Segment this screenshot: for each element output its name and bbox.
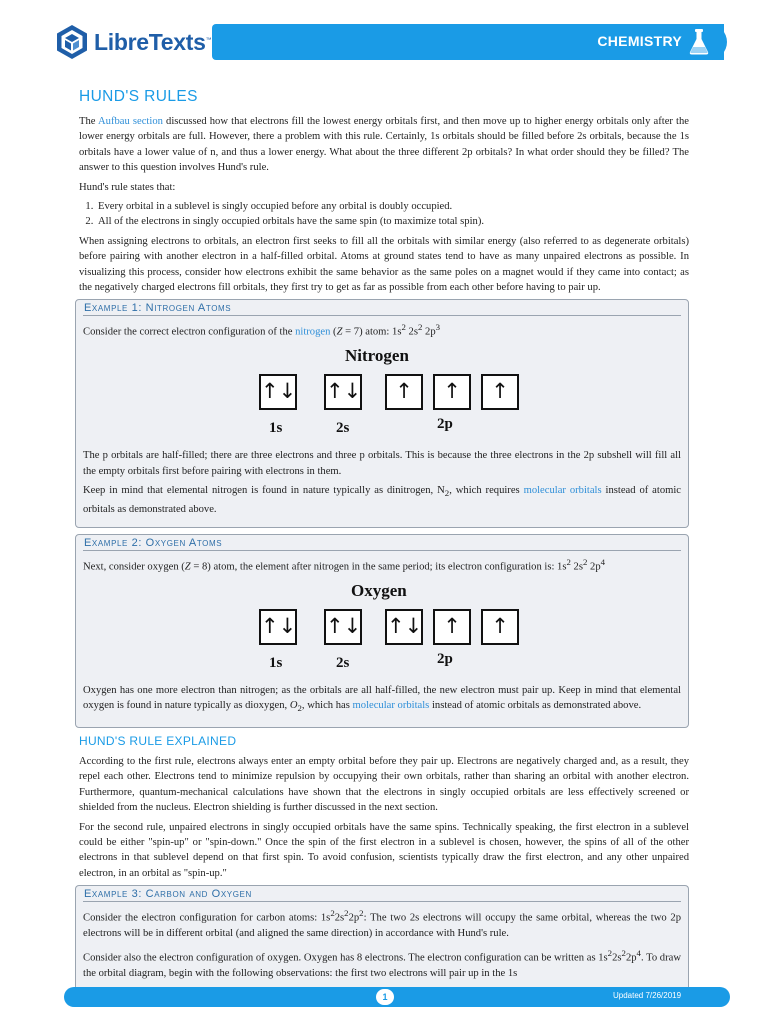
orbital-2s: ↑↓: [324, 609, 362, 645]
example-1-box: [75, 299, 689, 528]
list-item: 2. All of the electrons in singly occupied orbitals have the same spin (to maximize total spin).: [96, 214, 689, 229]
orbital-label-1s: 1s: [269, 420, 283, 437]
orbital-label-2p: 2p: [437, 651, 453, 668]
example-3-box: [75, 885, 689, 999]
orbital-2p-1: ↑: [385, 374, 423, 410]
orbital-2p-1: ↑↓: [385, 609, 423, 645]
page-header: [0, 0, 768, 82]
example-1-lead: Consider the correct electron configuration of the nitrogen (Z = 7) atom: $1s^2$ $2s^2$ $2p^3$: [83, 322, 441, 338]
orbital-label-2s: 2s: [336, 655, 350, 672]
example-2-box: [75, 534, 689, 728]
orbital-1s: ↑↓: [259, 609, 297, 645]
diagram-title: Nitrogen: [345, 346, 409, 366]
aufbau-section-link[interactable]: Aufbau section: [98, 116, 163, 127]
example-3-paragraph-2: Consider also the electron configuration of oxygen. Oxygen has 8 electrons. The electron configuration can be written as $1s^22s^22p^4$. To draw the orbital diagram, begin with the following observations: the first two electrons will pair up in the 1s: [83, 947, 681, 979]
example-1-paragraph-1: The p orbitals are half-filled; there are three electrons and three p orbitals. This is because the three electrons in the 2p subshell will fill all the empty orbitals first before pairing with electrons in them.: [83, 450, 681, 477]
section-heading: HUND'S RULE EXPLAINED: [79, 734, 237, 748]
flask-icon: [687, 28, 711, 56]
orbital-label-2s: 2s: [336, 420, 350, 437]
orbital-label-2p: 2p: [437, 416, 453, 433]
example-2-title: Example 2: Oxygen Atoms: [83, 535, 681, 551]
explained-paragraph-2: For the second rule, unpaired electrons in singly occupied orbitals have the same spins. Technically speaking, the first electron in a sublevel could be either "spin-up" or "spin-down." Once the spin of the first electron in a sublevel is chosen, however, the spins of all of the other electrons in that sublevel depend on that first spin. To avoid confusion, scientists typically draw the first electron, and any other unpaired electron, in an orbital as "spin-up.": [79, 821, 689, 879]
libretexts-logo-icon: [54, 24, 90, 60]
molecular-orbitals-link[interactable]: molecular orbitals: [523, 485, 602, 497]
example-2-paragraph: Oxygen has one more electron than nitrogen; as the orbitals are all half-filled, the new electron must pair up. Keep in mind that elemental oxygen is found in nature typically as dioxygen, $O_2$, which has molecular orbitals instead of atomic orbitals as demonstrated above.: [83, 685, 681, 714]
nitrogen-link[interactable]: nitrogen: [295, 327, 331, 338]
example-3-title: Example 3: Carbon and Oxygen: [83, 886, 681, 902]
page-number: 1: [376, 989, 394, 1005]
intro-paragraph: The Aufbau section discussed how that electrons fill the lowest energy orbitals first, and then move up to higher energy orbitals only after the lower energy orbitals are full. However, there a problem with this rule. Certainly, 1s orbitals should be filled before 2s orbitals, because the 1s orbitals have a lower value of n, and thus a lower energy. What about the three different 2p orbitals? In what order should they be filled? The answer to this question involves Hund's rule.: [79, 116, 689, 174]
example-1-title: Example 1: Nitrogen Atoms: [83, 300, 681, 316]
assigning-paragraph: When assigning electrons to orbitals, an electron first seeks to fill all the orbitals with similar energy (also referred to as degenerate orbitals) before pairing with another electron in a half-filled orbital. Atoms at ground states tend to have as many unpaired electrons as possible. In visualizing this process, consider how electrons exhibit the same behavior as the same poles on a magnet would if they came into contact; as the negatively charged electrons fill orbitals, they first try to get as far as possible from each other before having to pair up.: [79, 235, 689, 294]
orbital-2p-2: ↑: [433, 609, 471, 645]
orbital-2p-2: ↑: [433, 374, 471, 410]
nitrogen-orbital-diagram: [83, 344, 681, 448]
molecular-orbitals-link[interactable]: molecular orbitals: [352, 700, 430, 712]
rule-lead: Hund's rule states that:: [79, 181, 176, 193]
libretexts-logo[interactable]: [54, 22, 211, 62]
updated-date: Updated 7/26/2019: [613, 991, 682, 1000]
example-2-lead: Next, consider oxygen (Z = 8) atom, the element after nitrogen in the same period; its electron configuration is: $1s^2$ $2s^2$ $2p^4$: [83, 557, 606, 573]
page-title: HUND'S RULES: [79, 88, 198, 105]
example-3-paragraph-1: Consider the electron configuration for carbon atoms: $1s^22s^22p^2$: The two 2s electrons will occupy the same orbital, whereas the two 2p electrons will be in different orbital (and aligned the same direction) in accordance with Hund's rule.: [83, 908, 682, 940]
article-body: [79, 88, 689, 1005]
example-1-paragraph-2: Keep in mind that elemental nitrogen is found in nature typically as dinitrogen, $N_2$, which requires molecular orbitals instead of atomic orbitals as demonstrated above.: [83, 485, 682, 515]
logo-wordmark: LibreTexts™: [94, 28, 212, 55]
orbital-2p-3: ↑: [481, 374, 519, 410]
orbital-2s: ↑↓: [324, 374, 362, 410]
oxygen-orbital-diagram: [83, 579, 681, 683]
list-item: 1. Every orbital in a sublevel is singly occupied before any orbital is doubly occupied.: [96, 199, 689, 214]
orbital-label-1s: 1s: [269, 655, 283, 672]
hunds-rules-list: [96, 199, 689, 230]
explained-paragraph-1: According to the first rule, electrons always enter an empty orbital before they pair up. Electrons are negatively charged and, as a result, they repel each other. Electrons tend to minimize repulsion by occupying their own orbitals, rather than sharing an orbital with another electron. Furthermore, quantum-mechanical calculations have shown that the electrons in singly occupied orbitals are less effectively screened or shielded from the nucleus. Electron shielding is further discussed in the next section.: [79, 756, 689, 814]
subject-label[interactable]: CHEMISTRY: [597, 33, 682, 49]
orbital-2p-3: ↑: [481, 609, 519, 645]
orbital-1s: ↑↓: [259, 374, 297, 410]
diagram-title: Oxygen: [351, 581, 407, 601]
